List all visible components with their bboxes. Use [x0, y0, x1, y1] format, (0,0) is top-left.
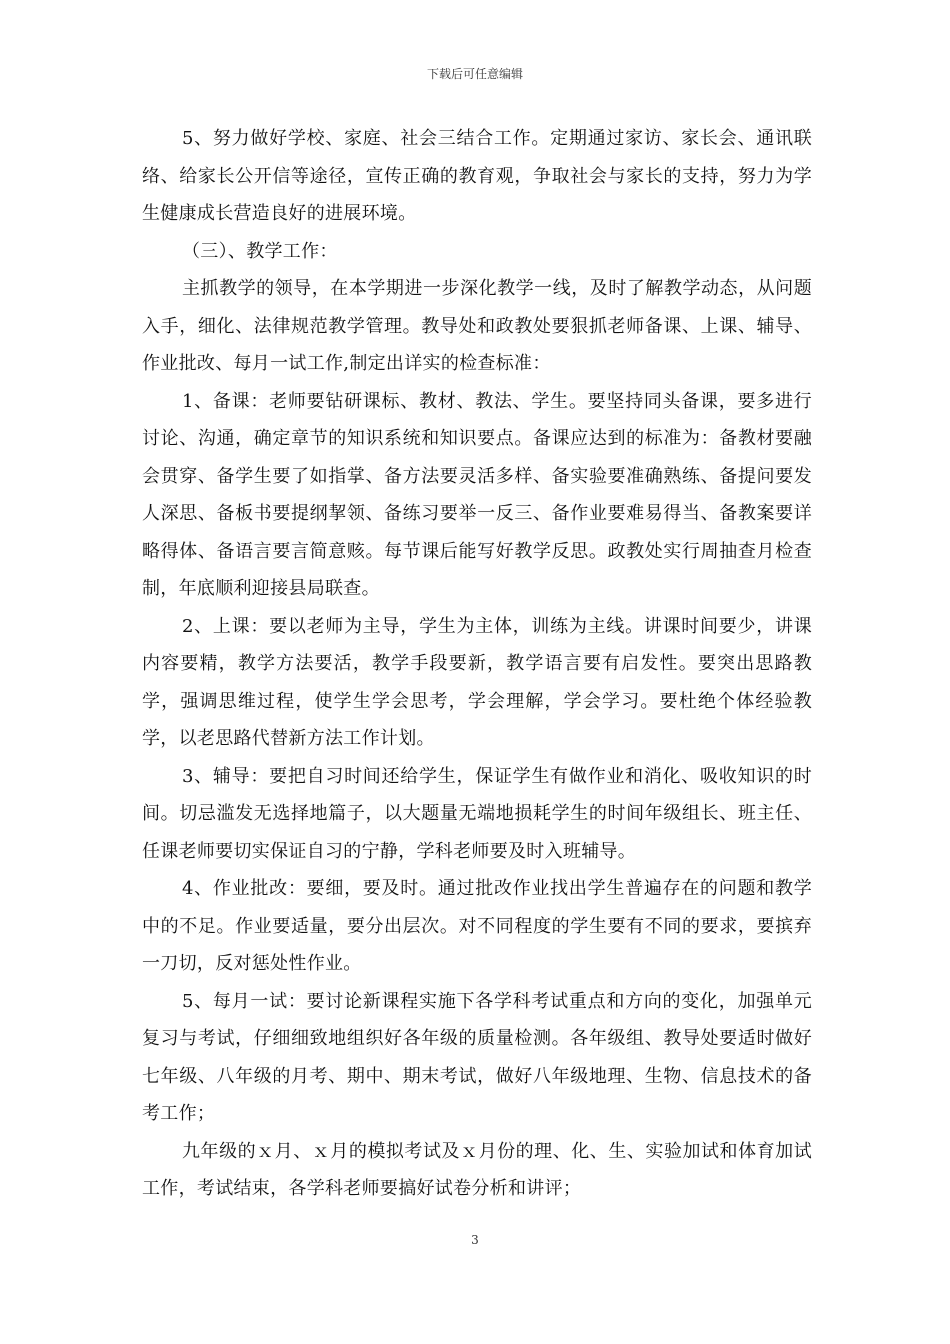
- paragraph-classroom-teaching: 2、上课：要以老师为主导，学生为主体，训练为主线。讲课时间要少，讲课内容要精，教学方法要活，教学手段要新，教学语言要有启发性。要突出思路教学，强调思维过程，使学生学会思考，学会理解，学会学习。要杜绝个体经验教学，以老思路代替新方法工作计划。: [142, 615, 812, 749]
- paragraph-lesson-preparation: 1、备课：老师要钻研课标、教材、教法、学生。要坚持同头备课，要多进行讨论、沟通，确定章节的知识系统和知识要点。备课应达到的标准为：备教材要融会贯穿、备学生要了如指掌、备方法要灵活多样、备实验要准确熟练、备提问要发人深思、备板书要提纲挈领、备练习要举一反三、备作业要难易得当、备教案要详略得体、备语言要言简意赅。每节课后能写好教学反思。政教处实行周抽查月检查制，年底顺利迎接县局联查。: [142, 390, 812, 599]
- paragraph-home-school-cooperation: 5、努力做好学校、家庭、社会三结合工作。定期通过家访、家长会、通讯联络、给家长公开信等途径，宣传正确的教育观，争取社会与家长的支持，努力为学生健康成长营造良好的进展环境。: [142, 128, 812, 224]
- paragraph-homework-correction: 4、作业批改：要细，要及时。通过批改作业找出学生普遍存在的问题和教学中的不足。作业要适量，要分出层次。对不同程度的学生要有不同的要求，要摈弃一刀切，反对惩处性作业。: [142, 878, 812, 974]
- page-header-note: 下载后可任意编辑: [426, 67, 523, 81]
- paragraph-teaching-leadership: 主抓教学的领导，在本学期进一步深化教学一线，及时了解教学动态，从问题入手，细化、法律规范教学管理。教导处和政教处要狠抓老师备课、上课、辅导、作业批改、每月一试工作,制定出详实的检查标准：: [142, 278, 812, 374]
- page-number: 3: [471, 1233, 479, 1247]
- paragraph-tutoring: 3、辅导：要把自习时间还给学生，保证学生有做作业和消化、吸收知识的时间。切忌滥发无选择地篇子，以大题量无端地损耗学生的时间年级组长、班主任、任课老师要切实保证自习的宁静，学科老师要及时入班辅导。: [142, 765, 812, 862]
- paragraph-grade-nine-exams: 九年级的ｘ月、ｘ月的模拟考试及ｘ月份的理、化、生、实验加试和体育加试工作，考试结束，各学科老师要搞好试卷分析和讲评；: [142, 1140, 812, 1199]
- document-body: [142, 120, 812, 1208]
- paragraph-monthly-test: 5、每月一试：要讨论新课程实施下各学科考试重点和方向的变化，加强单元复习与考试，仔细细致地组织好各年级的质量检测。各年级组、教导处要适时做好七年级、八年级的月考、期中、期末考试，做好八年级地理、生物、信息技术的备考工作；: [142, 990, 812, 1124]
- section-heading-teaching-work: （三）、教学工作：: [182, 240, 338, 262]
